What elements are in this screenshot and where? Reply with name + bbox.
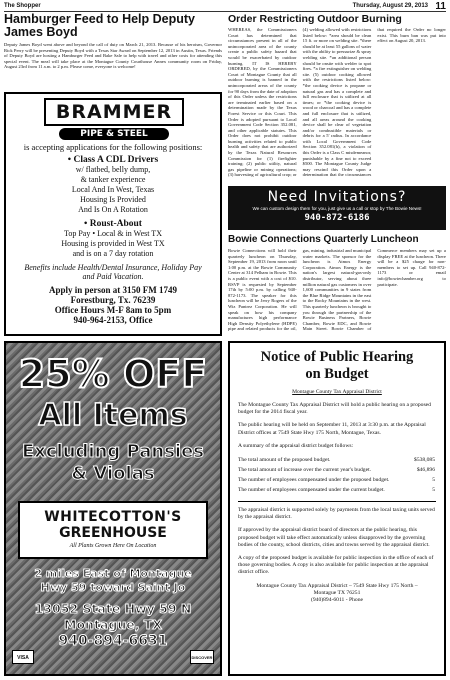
brammer-benefits: Benefits include Health/Dental Insurance, Holiday Pay and Paid Vacation. <box>24 263 202 281</box>
budget-summary-table <box>238 455 436 495</box>
table-row <box>238 475 436 485</box>
masthead-date: Thursday, August 29, 2013 <box>352 3 428 9</box>
greenhouse-tagline: All Plants Grown Here On Location <box>69 543 157 549</box>
greenhouse-all-items: All Items <box>38 398 188 433</box>
row-value: $46,896 <box>416 467 435 474</box>
greenhouse-violas: & Violas <box>71 463 155 484</box>
notice-divider <box>238 501 436 502</box>
notice-title-2: on Budget <box>305 366 369 382</box>
visa-badge: VISA <box>12 650 34 664</box>
notice-footer-line: (940)894-6011 - Phone <box>311 597 363 604</box>
greenhouse-addr2: Montague, TX <box>64 617 162 632</box>
greenhouse-excluding: Excluding Pansies <box>21 441 205 462</box>
notice-paragraph: If approved by the appraisal district board of directors at the public hearing, this proposed budget will take effect automatically unless disapproved by the governing bodies of the county, school districts, cities and towns served by the appraisal district. <box>238 527 430 548</box>
brammer-ad <box>4 92 222 336</box>
notice-footer-line: Montague County Tax Appraisal District – 7549 State Hwy 175 North – <box>256 582 418 589</box>
page-number: 11 <box>435 1 446 12</box>
notice-paragraph: The appraisal district is supported solely by payments from the local taxing units served by the appraisal district. <box>238 507 435 521</box>
notice-paragraph: The Montague County Tax Appraisal District will hold a public hearing on a proposed budget for the 2014 fiscal year. <box>238 402 431 416</box>
invitations-headline: Need Invitations? <box>267 189 407 205</box>
brammer-logo <box>44 98 184 138</box>
brammer-pos1-line: & tanker experience <box>80 175 146 184</box>
burning-headline: Order Restricting Outdoor Burning <box>228 13 402 25</box>
greenhouse-phone: 940-894-6631 <box>58 633 168 649</box>
burning-article <box>228 13 446 183</box>
brammer-pos1-line: Local And In West, Texas <box>71 185 155 194</box>
masthead-left: The Shopper <box>4 3 41 9</box>
brammer-pos2-line: Top Pay • Local & in West TX <box>64 229 162 238</box>
brammer-intro: is accepting applications for the following positions: <box>23 142 203 152</box>
budget-notice <box>228 341 446 676</box>
luncheon-headline: Bowie Connections Quarterly Luncheon <box>228 234 419 245</box>
hamburger-headline: Hamburger Feed to Help Deputy James Boyd <box>4 12 195 39</box>
luncheon-article <box>228 234 446 334</box>
hamburger-article <box>4 13 222 89</box>
greenhouse-brand-sub: GREENHOUSE <box>59 525 167 541</box>
notice-title: Notice of Public Hearing <box>260 349 414 365</box>
greenhouse-discount: 25% OFF <box>18 352 208 396</box>
greenhouse-brand-name: WHITECOTTON'S <box>44 509 182 525</box>
greenhouse-addr1: 13052 State Hwy 59 N <box>34 601 192 616</box>
row-label: The total amount of the proposed budget. <box>238 457 331 464</box>
hamburger-body: Deputy James Boyd went above and beyond the call of duty on March 21, 2013. Because of his heroism, Governor Rick Perry will be presenting Deputy Boyd with a Texas Star Award on September 12, 2013 in Austin, Texas. Friends of Deputy Boyd are hosting a Hamburger Feed and Bake Sale to help with travel and other costs for attending this special event. The meal will take place at the Montague County Courthouse Annex community room on Friday, August 23rd from 11 a.m. to 2 p.m. Please come, everyone is welcome! <box>4 42 222 70</box>
invitations-ad <box>228 186 446 230</box>
luncheon-body: Bowie Connections will hold their quarterly luncheon on Thursday, September 19, 2013 from noon until 1:00 p.m. at the Bowie Community Center at 314 Pelham in Bowie. This is a public event with a cost of $10. RSVP is requested by September 17th by 5:00 p.m. by calling 940-872-1173. The speaker for this luncheon will be Jerry Rogers of the Wiz Pantrez Corporation. He will speak on how his company manufactures high performance High Density Polyethylene (HDPE) pipe and related products for the oil, gas, mining, industrial and municipal water markets. The sponsor for the luncheon is Atmos Energy Corporation. Atmos Energy is the nation's largest natural-gas-only distributor, serving about three million natural gas customers in over 1,600 communities in 9 states from the Blue Ridge Mountains in the east to the Rocky Mountains in the west. This quarterly luncheon is brought to you through the partnership of the Bowie Business Partners, Bowie Chamber, Bowie EDC, and Bowie Main Street. Bowie Chamber of Commerce members may set up a display FREE at the luncheon. There will be a $25 charge for non-members to set up. Call 940-872-1173 or email info@bowiechamber.org to participate. <box>228 248 446 332</box>
greenhouse-dir2: Hwy 59 toward Saint Jo <box>40 581 186 594</box>
greenhouse-directions <box>6 567 220 595</box>
row-value: 5 <box>432 477 435 484</box>
invitations-phone: 940-872-6186 <box>304 213 370 223</box>
brammer-pos1-title: • Class A CDL Drivers <box>67 155 159 165</box>
burning-body: WHEREAS, the Commissioners Court has determined that circumstances present in all of the unincorporated area of the county create a public safety hazard that would be exacerbated by outdoor burning. IT IS HEREBY ORDERED, by the Commissioners Court of Montague County that all outdoor burning is banned in the unincorporated areas of the county for 90 days from the date of adoption of this Order unless the restrictions are terminated earlier based on a determination made by the Texas Forest Service or this Court. This Order is adopted pursuant to Local Government Code Section 352.081, and other applicable statutes. This Order does not prohibit outdoor burning activities related to public health and safety that are authorized by the Texas Natural Resources Commission for (1) firefighter training; (2) public utility, natural gas pipeline or mining operations; (3) harvesting of agricultural crop; or (4) welding allowed with restrictions listed below: *area should be clean 15 ft. or more on welding site. *there should be at least 55 gallons of water with the ability to pressurize & spray welding site. *an additional person should be onsite with welder to spot fires. *a fire extinguisher on welding site. (5) outdoor cooking allowed with the restrictions listed below: *the cooking device is propane or natural gas and has a complete and full enclosure that is utilized at all times; or *the cooking device is wood or charcoal and has a complete and full enclosure that is utilized, and all areas around the cooking device shall be clear of vegetation and/or combustible materials or debris for a 5' radius. In accordance with Local Government Code Section 352.081(h), a violation of this Order is a Class C misdemeanor, punishable by a fine not to exceed $500. The Montague County Judge may rescind this Order upon a determination that the circumstances that required the Order no longer exist. This burn ban was put into effect on August 20, 2013. <box>228 27 446 178</box>
greenhouse-brand <box>18 501 208 559</box>
discover-badge: DISCOVER <box>190 650 214 664</box>
brammer-pos2-line: Housing is provided in West TX <box>61 239 165 248</box>
greenhouse-address <box>6 601 220 649</box>
row-label: The number of employees compensated under the current budget. <box>238 487 385 494</box>
brammer-apply: Forestburg, Tx. 76239 <box>70 295 156 305</box>
greenhouse-dir1: 2 miles East of Montague <box>34 567 192 580</box>
notice-paragraph: A summary of the appraisal district budget follows: <box>238 442 354 449</box>
notice-footer <box>238 583 436 605</box>
brammer-apply: Apply in person at 3150 FM 1749 <box>48 285 177 295</box>
table-row <box>238 485 436 495</box>
brammer-body <box>8 142 218 325</box>
brammer-brand: BRAMMER <box>44 98 184 126</box>
brammer-apply: 940-964-2153, Office <box>73 315 153 325</box>
notice-district: Montague County Tax Appraisal District <box>292 389 382 395</box>
greenhouse-ad <box>4 341 222 676</box>
brammer-pos2-line: and is on a 7 day rotation <box>72 249 154 258</box>
notice-paragraph: A copy of the proposed budget is available for public inspection in the office of each of those governing bodies. A copy is also available for public inspection at the appraisal district office. <box>238 555 434 576</box>
table-row <box>238 465 436 475</box>
brammer-pos1-line: And Is On A Rotation <box>78 205 148 214</box>
brammer-apply: Office Hours M-F 8am to 5pm <box>54 305 172 315</box>
row-value: $538,085 <box>414 457 435 464</box>
brammer-sub: PIPE & STEEL <box>59 128 169 140</box>
invitations-sub: We can custom design them for you, just give us a call or stop by The Bowie News! <box>252 206 422 211</box>
row-label: The number of employees compensated under the proposed budget. <box>238 477 390 484</box>
brammer-pos1-line: w/ flatbed, belly dump, <box>75 165 151 174</box>
notice-footer-line: Montague TX 76251 <box>313 589 361 596</box>
notice-paragraph: The public hearing will be held on September 11, 2013 at 3:30 p.m. at the Appraisal District offices at 7549 State Hwy 175 North, Montague, Texas. <box>238 422 426 436</box>
row-label: The total amount of increase over the current year's budget. <box>238 467 372 474</box>
table-row <box>238 455 436 465</box>
brammer-pos2-title: • Roust-About <box>84 219 142 229</box>
brammer-pos1-line: Housing Is Provided <box>80 195 146 204</box>
row-value: 5 <box>432 487 435 494</box>
